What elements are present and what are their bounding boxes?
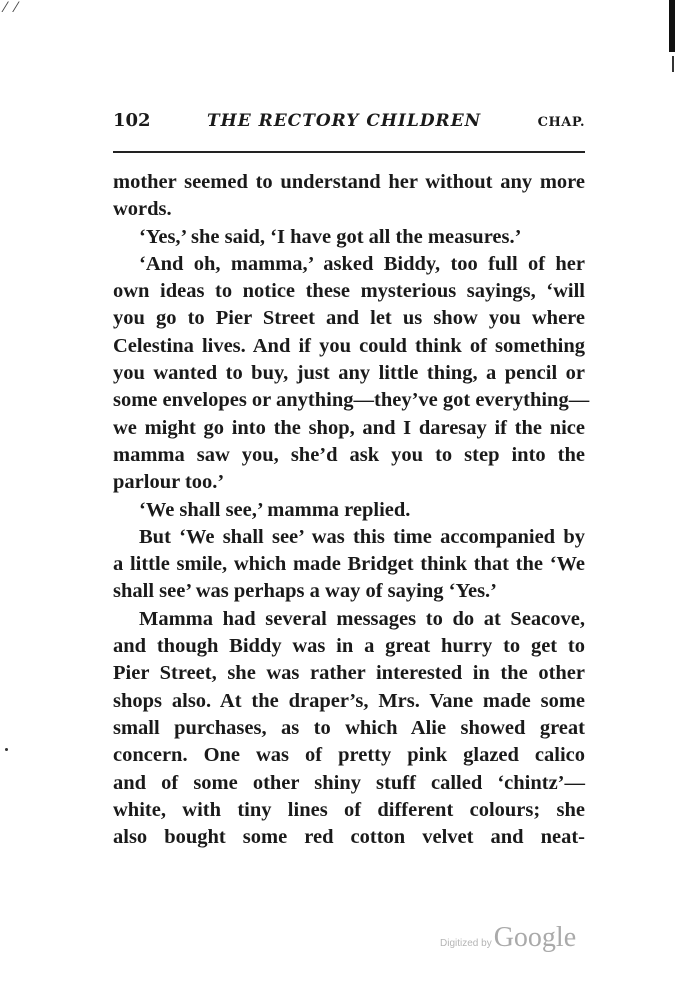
header-rule bbox=[113, 151, 585, 153]
text-line: you go to Pier Street and let us show you where bbox=[113, 307, 585, 330]
digitization-credit bbox=[440, 922, 576, 954]
text-line: ‘And oh, mamma,’ asked Biddy, too full of her bbox=[139, 252, 585, 275]
text-line: also bought some red cotton velvet and neat- bbox=[113, 826, 585, 849]
scan-speck bbox=[5, 748, 8, 751]
text-line: mamma saw you, she’d ask you to step into the bbox=[113, 443, 585, 466]
body-text bbox=[113, 169, 590, 851]
text-line: and though Biddy was in a great hurry to get to bbox=[113, 635, 585, 658]
text-line: small purchases, as to which Alie showed great bbox=[113, 716, 585, 739]
text-line: Mamma had several messages to do at Seacove, bbox=[139, 607, 585, 630]
text-line: shops also. At the draper’s, Mrs. Vane made some bbox=[113, 689, 585, 712]
page-number: 102 bbox=[113, 110, 151, 131]
text-line: a little smile, which made Bridget think that the ‘We bbox=[113, 553, 585, 576]
text-line: Pier Street, she was rather interested in the other bbox=[113, 662, 585, 685]
chapter-label: CHAP. bbox=[537, 115, 585, 130]
text-line: white, with tiny lines of different colours; she bbox=[113, 798, 585, 821]
running-title: THE RECTORY CHILDREN bbox=[207, 111, 482, 131]
text-line: Celestina lives. And if you could think of something bbox=[113, 334, 585, 357]
page-edge-bar bbox=[669, 0, 675, 52]
google-logo: Google bbox=[493, 922, 577, 953]
text-line: some envelopes or anything—they’ve got everything— bbox=[113, 389, 590, 412]
text-line: shall see’ was perhaps a way of saying ‘Yes.’ bbox=[113, 580, 498, 603]
text-line: own ideas to notice these mysterious sayings, ‘will bbox=[113, 280, 585, 303]
page-header bbox=[113, 110, 585, 134]
text-line: mother seemed to understand her without any more bbox=[113, 171, 585, 193]
text-line: parlour too.’ bbox=[113, 471, 225, 494]
text-line: ‘Yes,’ she said, ‘I have got all the measures.’ bbox=[139, 225, 522, 248]
text-line: ‘We shall see,’ mamma replied. bbox=[139, 498, 411, 521]
credit-prefix: Digitized by bbox=[440, 938, 492, 949]
text-line: you wanted to buy, just any little thing, a pencil or bbox=[113, 362, 585, 385]
text-line: and of some other shiny stuff called ‘chintz’— bbox=[113, 771, 585, 794]
text-line: we might go into the shop, and I daresay if the nice bbox=[113, 416, 585, 439]
text-line: But ‘We shall see’ was this time accompanied by bbox=[139, 525, 585, 548]
text-line: concern. One was of pretty pink glazed calico bbox=[113, 744, 585, 767]
page-edge-tick bbox=[672, 56, 674, 72]
text-line: words. bbox=[113, 198, 172, 221]
corner-pen-marks: ⁄ ⁄ bbox=[4, 0, 20, 16]
